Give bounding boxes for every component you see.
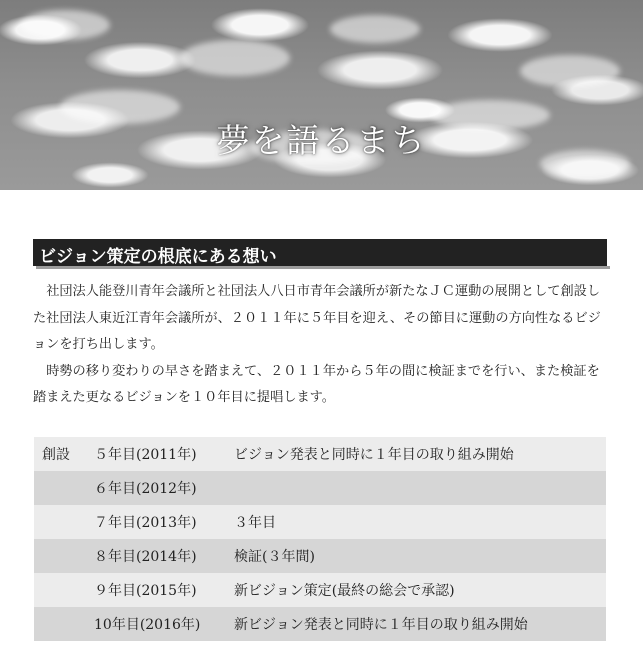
row-year: ７年目(2013年) xyxy=(92,505,222,539)
row-event: ビジョン発表と同時に１年目の取り組み開始 xyxy=(222,437,606,471)
row-year: ８年目(2014年) xyxy=(92,539,222,573)
row-year: ６年目(2012年) xyxy=(92,471,222,505)
row-event xyxy=(222,471,606,505)
hero-banner xyxy=(0,0,643,190)
row-event: 新ビジョン発表と同時に１年目の取り組み開始 xyxy=(222,607,606,641)
paragraph: 社団法人能登川青年会議所と社団法人八日市青年会議所が新たなＪＣ運動の展開として創設した社団法人東近江青年会議所が、２０１１年に５年目を迎え、その節目に運動の方向性なるビジョンを打ち出します。 xyxy=(33,284,601,352)
hero-title: 夢を語るまち xyxy=(216,121,427,160)
paragraph: 時勢の移り変わりの早さを踏まえて、２０１１年から５年の間に検証までを行い、また検証を踏まえた更なるビジョンを１０年目に提唱します。 xyxy=(33,363,600,405)
table-row xyxy=(34,539,606,573)
row-label xyxy=(34,539,92,573)
row-label xyxy=(34,471,92,505)
table-row xyxy=(34,505,606,539)
table-row xyxy=(34,607,606,641)
table-row xyxy=(34,573,606,607)
table-row xyxy=(34,437,606,471)
table-row xyxy=(34,471,606,505)
row-label xyxy=(34,607,92,641)
row-event: 新ビジョン策定(最終の総会で承認) xyxy=(222,573,606,607)
row-year: ９年目(2015年) xyxy=(92,573,222,607)
row-year: ５年目(2011年) xyxy=(92,437,222,471)
row-event: 検証(３年間) xyxy=(222,539,606,573)
row-label xyxy=(34,505,92,539)
timeline-table xyxy=(34,437,606,641)
section-header xyxy=(33,239,607,266)
row-year: 10年目(2016年) xyxy=(92,607,222,641)
section-title: ビジョン策定の根底にある想い xyxy=(39,247,277,267)
row-label: 創設 xyxy=(34,437,92,471)
row-label xyxy=(34,573,92,607)
row-event: ３年目 xyxy=(222,505,606,539)
body-text xyxy=(33,279,607,412)
